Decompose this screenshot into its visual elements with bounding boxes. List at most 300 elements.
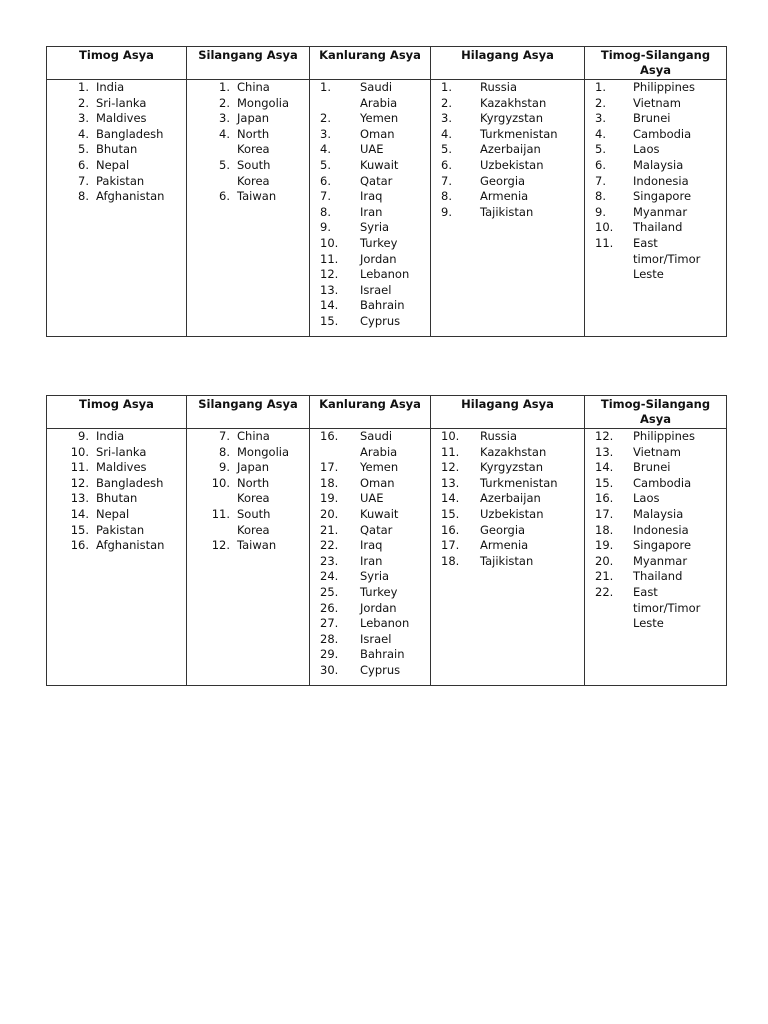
list-item — [310, 585, 430, 601]
list-item-country: Azerbaijan — [480, 142, 541, 157]
list-item — [431, 174, 584, 190]
list-item-number: 7. — [219, 429, 230, 443]
list-item-country: Georgia — [480, 522, 526, 537]
list-item — [47, 96, 186, 112]
list-item-number: 18. — [441, 553, 460, 568]
list-item-country: Afghanistan — [96, 189, 165, 204]
list-item-country: Uzbekistan — [480, 506, 544, 521]
list-item-number: 6. — [320, 173, 331, 188]
list-item-country: India — [96, 80, 125, 94]
list-item-country: Azerbaijan — [480, 491, 541, 506]
list-item — [47, 491, 186, 507]
list-item — [431, 445, 584, 461]
list-item-country: Sri-lanka — [96, 95, 147, 110]
list-item-country: Kazakhstan — [480, 444, 547, 459]
list-item-number: 20. — [320, 506, 339, 521]
list-item — [585, 220, 726, 236]
list-item-number: 28. — [320, 631, 339, 646]
list-item — [585, 96, 726, 112]
list-item — [187, 445, 309, 461]
list-item-country: Jordan — [360, 251, 397, 266]
list-item — [187, 189, 309, 205]
header-hilagang-asya: Hilagang Asya — [431, 396, 585, 429]
list-item-country: Thailand — [633, 569, 683, 584]
list-item — [47, 429, 186, 445]
list-item-number: 29. — [320, 647, 339, 662]
list-item-number: 21. — [595, 569, 614, 584]
list-item-number: 7. — [441, 173, 452, 188]
list-item-number: 6. — [219, 189, 230, 204]
list-item-number: 26. — [320, 600, 339, 615]
list-item-country: Syria — [360, 569, 390, 584]
list-item — [310, 429, 430, 460]
list-item-number: 2. — [441, 95, 452, 110]
list-item-number: 9. — [441, 204, 452, 219]
list-item-country: China — [237, 429, 270, 443]
list-item-country: Pakistan — [96, 522, 145, 537]
list-item-country: Uzbekistan — [480, 157, 544, 172]
list-item — [310, 189, 430, 205]
list-item — [585, 445, 726, 461]
list-item-number: 16. — [320, 429, 339, 443]
list-item-country: Taiwan — [237, 189, 277, 204]
list-item — [585, 507, 726, 523]
list-item-number: 11. — [211, 506, 230, 521]
list-item — [431, 460, 584, 476]
list-cell-timog-asya — [47, 80, 187, 337]
list-item-country: Nepal — [96, 506, 130, 521]
list-item — [310, 616, 430, 632]
list-item-number: 15. — [441, 506, 460, 521]
list-item — [47, 174, 186, 190]
list-item — [310, 314, 430, 330]
list-item — [310, 663, 430, 679]
list-item-country: Cambodia — [633, 126, 692, 141]
list-item-number: 9. — [78, 429, 89, 443]
list-item-country: Lebanon — [360, 616, 410, 631]
list-item — [585, 476, 726, 492]
list-item-country: China — [237, 80, 270, 94]
list-item-country: Iraq — [360, 189, 383, 204]
list-item-country: Iraq — [360, 538, 383, 553]
list-item — [47, 142, 186, 158]
list-item-country: India — [96, 429, 125, 443]
list-item — [47, 127, 186, 143]
list-item-number: 1. — [219, 80, 230, 94]
list-item-number: 15. — [595, 475, 614, 490]
list-item-country: Vietnam — [633, 444, 681, 459]
list-item — [585, 174, 726, 190]
list-item — [431, 142, 584, 158]
list-item-number: 9. — [219, 460, 230, 475]
list-item — [431, 523, 584, 539]
list-item — [187, 111, 309, 127]
list-item-number: 3. — [320, 126, 331, 141]
list-item-country: Tajikistan — [480, 553, 534, 568]
list-item-number: 8. — [441, 189, 452, 204]
header-hilagang-asya: Hilagang Asya — [431, 47, 585, 80]
list-item-number: 12. — [595, 429, 614, 443]
list-item-country: Brunei — [633, 460, 671, 475]
list-item-number: 12. — [441, 460, 460, 475]
list-item-number: 13. — [595, 444, 614, 459]
list-item-country: Armenia — [480, 189, 529, 204]
header-timog-silangang-asya: Timog-Silangang Asya — [585, 47, 727, 80]
list-item — [187, 538, 309, 554]
list-item-country: Taiwan — [237, 538, 277, 553]
list-item — [310, 267, 430, 283]
list-item-number: 13. — [70, 491, 89, 506]
list-item-number: 18. — [595, 522, 614, 537]
region-table-1 — [46, 46, 727, 337]
list-item-number: 8. — [595, 189, 606, 204]
list-item-number: 16. — [70, 538, 89, 553]
list-item-number: 4. — [441, 126, 452, 141]
region-table-2 — [46, 395, 727, 686]
list-item — [431, 476, 584, 492]
list-item — [47, 507, 186, 523]
list-item-number: 13. — [441, 475, 460, 490]
list-item — [310, 252, 430, 268]
list-item-number: 14. — [441, 491, 460, 506]
list-item — [47, 476, 186, 492]
list-item-country: Yemen — [360, 460, 399, 475]
list-item — [585, 127, 726, 143]
list-item — [585, 491, 726, 507]
list-cell-kanlurang-asya — [310, 429, 431, 686]
list-item-number: 12. — [211, 538, 230, 553]
list-item — [431, 429, 584, 445]
list-item-number: 16. — [441, 522, 460, 537]
list-item-number: 10. — [70, 444, 89, 459]
list-item — [310, 569, 430, 585]
list-item-country: Mongolia — [237, 444, 290, 459]
list-item — [431, 538, 584, 554]
list-item-number: 14. — [320, 298, 339, 313]
list-item — [431, 507, 584, 523]
list-item — [585, 538, 726, 554]
list-item-number: 15. — [70, 522, 89, 537]
list-item — [585, 189, 726, 205]
list-item-number: 8. — [78, 189, 89, 204]
list-item-country: Jordan — [360, 600, 397, 615]
list-item-number: 5. — [219, 157, 230, 172]
list-item — [310, 601, 430, 617]
list-item-country: Singapore — [633, 189, 692, 204]
header-kanlurang-asya: Kanlurang Asya — [310, 396, 431, 429]
list-item — [47, 189, 186, 205]
list-item-country: Yemen — [360, 111, 399, 126]
list-item-number: 10. — [320, 235, 339, 250]
list-item-country: Malaysia — [633, 157, 684, 172]
list-item-number: 8. — [320, 204, 331, 219]
list-item-number: 9. — [595, 204, 606, 219]
list-item-country: Sri-lanka — [96, 444, 147, 459]
list-item-number: 6. — [595, 157, 606, 172]
list-item — [310, 476, 430, 492]
header-silangang-asya: Silangang Asya — [187, 396, 310, 429]
list-item-country: Indonesia — [633, 173, 689, 188]
list-item — [431, 96, 584, 112]
list-item — [187, 429, 309, 445]
list-item-country: Maldives — [96, 460, 147, 475]
list-item-country: Laos — [633, 491, 660, 506]
list-item — [585, 236, 726, 283]
list-item-number: 10. — [595, 220, 614, 235]
list-item-number: 23. — [320, 553, 339, 568]
list-item-country: Bahrain — [360, 298, 405, 313]
list-item-number: 2. — [595, 95, 606, 110]
list-item-country: Iran — [360, 553, 383, 568]
list-item-country: Vietnam — [633, 95, 681, 110]
list-item — [310, 647, 430, 663]
list-item-number: 10. — [211, 475, 230, 490]
header-timog-silangang-asya: Timog-Silangang Asya — [585, 396, 727, 429]
list-item-country: Russia — [480, 429, 517, 443]
list-item — [310, 111, 430, 127]
list-item-number: 3. — [219, 111, 230, 126]
list-item-country: Tajikistan — [480, 204, 534, 219]
list-item-number: 17. — [320, 460, 339, 475]
header-silangang-asya: Silangang Asya — [187, 47, 310, 80]
list-item-number: 15. — [320, 313, 339, 328]
list-item-country: Bhutan — [96, 491, 138, 506]
list-item — [431, 127, 584, 143]
list-item — [187, 460, 309, 476]
list-item-number: 21. — [320, 522, 339, 537]
list-item-country: Philippines — [633, 80, 695, 94]
list-item-number: 1. — [320, 80, 331, 94]
list-item-number: 5. — [595, 142, 606, 157]
list-item-number: 11. — [70, 460, 89, 475]
list-item-number: 12. — [320, 267, 339, 282]
list-item-country: Bhutan — [96, 142, 138, 157]
list-item-country: Mongolia — [237, 95, 290, 110]
body-row — [47, 429, 727, 686]
list-item — [585, 158, 726, 174]
list-cell-silangang-asya — [187, 80, 310, 337]
header-kanlurang-asya: Kanlurang Asya — [310, 47, 431, 80]
list-item-country: Turkmenistan — [480, 126, 558, 141]
list-item-number: 11. — [320, 251, 339, 266]
list-item-number: 6. — [78, 157, 89, 172]
list-item — [431, 80, 584, 96]
list-item-country: Japan — [237, 111, 270, 126]
list-item-country: Oman — [360, 126, 395, 141]
list-item — [310, 158, 430, 174]
list-item-number: 5. — [441, 142, 452, 157]
list-item — [585, 585, 726, 632]
list-item-number: 4. — [219, 126, 230, 141]
list-item-country: Bahrain — [360, 647, 405, 662]
list-item — [47, 158, 186, 174]
list-item-country: Bangladesh — [96, 475, 164, 490]
list-item-country: UAE — [360, 142, 384, 157]
list-item-country: Pakistan — [96, 173, 145, 188]
list-item-country: South Korea — [237, 506, 271, 537]
list-item — [310, 523, 430, 539]
list-item-country: Maldives — [96, 111, 147, 126]
list-item-number: 6. — [441, 157, 452, 172]
list-item — [431, 205, 584, 221]
list-item — [47, 538, 186, 554]
list-item — [585, 523, 726, 539]
list-item — [585, 142, 726, 158]
list-item — [310, 460, 430, 476]
list-item-number: 17. — [595, 506, 614, 521]
list-item-number: 1. — [595, 80, 606, 94]
list-item-country: Myanmar — [633, 553, 688, 568]
list-item — [47, 111, 186, 127]
list-item — [310, 205, 430, 221]
list-item-number: 8. — [219, 444, 230, 459]
list-cell-silangang-asya — [187, 429, 310, 686]
list-item-country: Afghanistan — [96, 538, 165, 553]
list-item — [310, 127, 430, 143]
list-item-country: North Korea — [237, 475, 270, 506]
list-cell-timog-silangang-asya — [585, 429, 727, 686]
list-item-number: 27. — [320, 616, 339, 631]
list-item — [47, 445, 186, 461]
list-item — [431, 491, 584, 507]
list-item-country: Turkey — [360, 584, 398, 599]
list-item-country: South Korea — [237, 157, 271, 188]
list-item — [47, 460, 186, 476]
list-item — [310, 283, 430, 299]
list-item-number: 12. — [70, 475, 89, 490]
list-item-number: 7. — [78, 173, 89, 188]
list-item-country: Malaysia — [633, 506, 684, 521]
list-item-number: 20. — [595, 553, 614, 568]
list-item-number: 11. — [441, 444, 460, 459]
list-item — [187, 158, 309, 189]
list-item — [310, 554, 430, 570]
list-item — [431, 554, 584, 570]
list-item-country: North Korea — [237, 126, 270, 157]
list-item-number: 3. — [441, 111, 452, 126]
list-item-number: 9. — [320, 220, 331, 235]
list-item-country: Syria — [360, 220, 390, 235]
header-row — [47, 47, 727, 80]
list-item-number: 25. — [320, 584, 339, 599]
list-item-country: Philippines — [633, 429, 695, 443]
list-item — [585, 460, 726, 476]
list-item-number: 19. — [320, 491, 339, 506]
list-item-number: 19. — [595, 538, 614, 553]
list-item — [310, 491, 430, 507]
list-item-country: Turkmenistan — [480, 475, 558, 490]
list-item — [187, 96, 309, 112]
list-item-number: 4. — [595, 126, 606, 141]
list-item-country: Laos — [633, 142, 660, 157]
list-item-number: 1. — [441, 80, 452, 94]
list-cell-timog-silangang-asya — [585, 80, 727, 337]
list-item-country: Kyrgyzstan — [480, 460, 544, 475]
list-item — [310, 538, 430, 554]
list-item-number: 13. — [320, 282, 339, 297]
list-item-country: Kuwait — [360, 506, 399, 521]
list-item — [431, 111, 584, 127]
list-item — [187, 127, 309, 158]
list-item — [310, 632, 430, 648]
header-timog-asya: Timog Asya — [47, 396, 187, 429]
list-item-country: Kuwait — [360, 157, 399, 172]
list-item — [310, 507, 430, 523]
list-item-country: Indonesia — [633, 522, 689, 537]
list-item-country: Georgia — [480, 173, 526, 188]
list-item-number: 7. — [320, 189, 331, 204]
list-item — [585, 429, 726, 445]
list-item-number: 18. — [320, 475, 339, 490]
list-item-country: Singapore — [633, 538, 692, 553]
list-item-country: Saudi Arabia — [360, 80, 398, 110]
list-item-country: Bangladesh — [96, 126, 164, 141]
list-item — [431, 158, 584, 174]
list-item — [310, 174, 430, 190]
list-item — [47, 80, 186, 96]
list-item — [585, 80, 726, 96]
list-item-number: 24. — [320, 569, 339, 584]
list-item-number: 3. — [78, 111, 89, 126]
list-item-country: East timor/Timor Leste — [633, 584, 701, 631]
list-item-number: 5. — [78, 142, 89, 157]
list-item-number: 3. — [595, 111, 606, 126]
list-item — [47, 523, 186, 539]
list-item-number: 30. — [320, 662, 339, 677]
list-item-country: Brunei — [633, 111, 671, 126]
list-item — [187, 80, 309, 96]
list-item — [585, 111, 726, 127]
list-item — [310, 220, 430, 236]
list-item-number: 10. — [441, 429, 460, 443]
list-item-country: Qatar — [360, 522, 393, 537]
list-item — [585, 554, 726, 570]
list-item-country: Nepal — [96, 157, 130, 172]
list-item-country: Russia — [480, 80, 517, 94]
header-row — [47, 396, 727, 429]
list-item-number: 4. — [320, 142, 331, 157]
list-item-number: 14. — [70, 506, 89, 521]
list-item-number: 2. — [320, 111, 331, 126]
list-item-country: Turkey — [360, 235, 398, 250]
list-item — [187, 476, 309, 507]
list-item-number: 5. — [320, 157, 331, 172]
list-item-country: Cyprus — [360, 662, 401, 677]
list-item-number: 2. — [219, 95, 230, 110]
list-item-country: UAE — [360, 491, 384, 506]
list-cell-hilagang-asya — [431, 80, 585, 337]
list-item-country: Israel — [360, 282, 392, 297]
list-item-country: Kyrgyzstan — [480, 111, 544, 126]
list-item-country: Iran — [360, 204, 383, 219]
list-item-number: 17. — [441, 538, 460, 553]
list-item-country: Cyprus — [360, 313, 401, 328]
list-item-number: 4. — [78, 126, 89, 141]
list-item — [187, 507, 309, 538]
list-item-country: Israel — [360, 631, 392, 646]
list-cell-timog-asya — [47, 429, 187, 686]
list-item-number: 7. — [595, 173, 606, 188]
list-item-number: 1. — [78, 80, 89, 94]
list-item — [585, 205, 726, 221]
list-cell-kanlurang-asya — [310, 80, 431, 337]
list-item — [310, 236, 430, 252]
list-item-number: 16. — [595, 491, 614, 506]
list-item-country: Kazakhstan — [480, 95, 547, 110]
list-item — [431, 189, 584, 205]
list-item-country: Oman — [360, 475, 395, 490]
list-item — [310, 80, 430, 111]
